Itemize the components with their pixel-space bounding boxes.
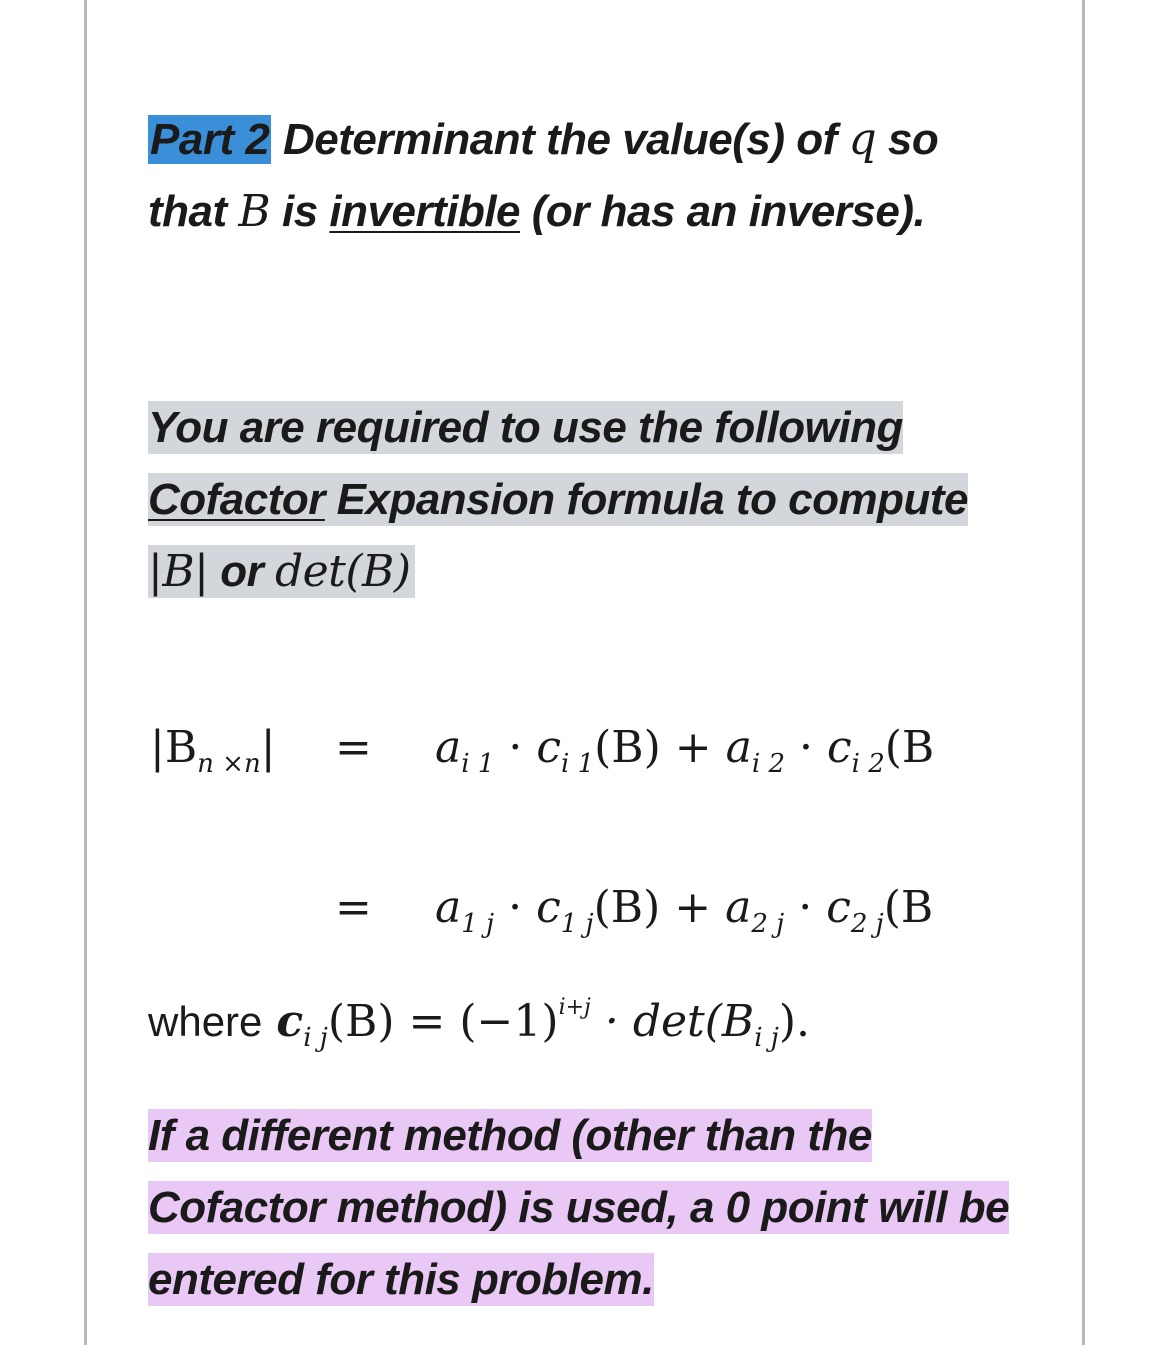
formula-row-2-rhs: $a_{1 j} \cdot c_{1 j}(B) + a_{2 j} \cdot c_{2 j}(B$ bbox=[435, 882, 934, 939]
det-B: det(B) bbox=[274, 546, 411, 597]
requirement-line2: Expansion formula to compute bbox=[324, 475, 969, 524]
var-B: B bbox=[238, 186, 271, 237]
part-text-d: is bbox=[281, 187, 318, 236]
requirement-line1: You are required to use the following bbox=[148, 403, 903, 452]
warning-line2: Cofactor method) is used, a 0 point will be bbox=[148, 1183, 1010, 1232]
part-text-b: so bbox=[887, 115, 939, 164]
where-word: where bbox=[148, 998, 263, 1045]
warning-paragraph bbox=[148, 1100, 1048, 1316]
cofactor-word: Cofactor bbox=[148, 475, 325, 524]
warning-line1: If a different method (other than the bbox=[148, 1111, 872, 1160]
part-label: Part 2 bbox=[150, 115, 270, 164]
where-line: where $c_{i j}(B) = (-1)^{i+j} \cdot \det(B_{i j})$. bbox=[148, 995, 811, 1053]
or-word: or bbox=[220, 547, 264, 596]
page-border-right bbox=[1082, 0, 1085, 1345]
formula-lhs: $|B_{n \times n}|$ bbox=[150, 722, 276, 779]
warning-line3: entered for this problem. bbox=[148, 1255, 654, 1304]
part-text-a: Determinant the value(s) of bbox=[283, 115, 837, 164]
part-text-c: that bbox=[148, 187, 227, 236]
page-border-left bbox=[84, 0, 87, 1345]
var-q: q bbox=[848, 114, 877, 165]
formula-row-1-rhs: $a_{i 1} \cdot c_{i 1}(B) + a_{i 2} \cdot c_{i 2}(B$ bbox=[435, 722, 935, 779]
requirement-paragraph bbox=[148, 392, 1048, 608]
part-text-e: (or has an inverse). bbox=[520, 187, 926, 236]
part-heading bbox=[148, 104, 1048, 248]
equals-sign-2: = bbox=[335, 882, 372, 933]
formula-row-2 bbox=[150, 882, 1030, 952]
abs-B: |B| bbox=[148, 546, 209, 597]
equals-sign-1: = bbox=[335, 722, 372, 773]
formula-row-1 bbox=[150, 722, 1030, 792]
invertible-link: invertible bbox=[329, 187, 521, 236]
where-c: c bbox=[276, 996, 304, 1047]
